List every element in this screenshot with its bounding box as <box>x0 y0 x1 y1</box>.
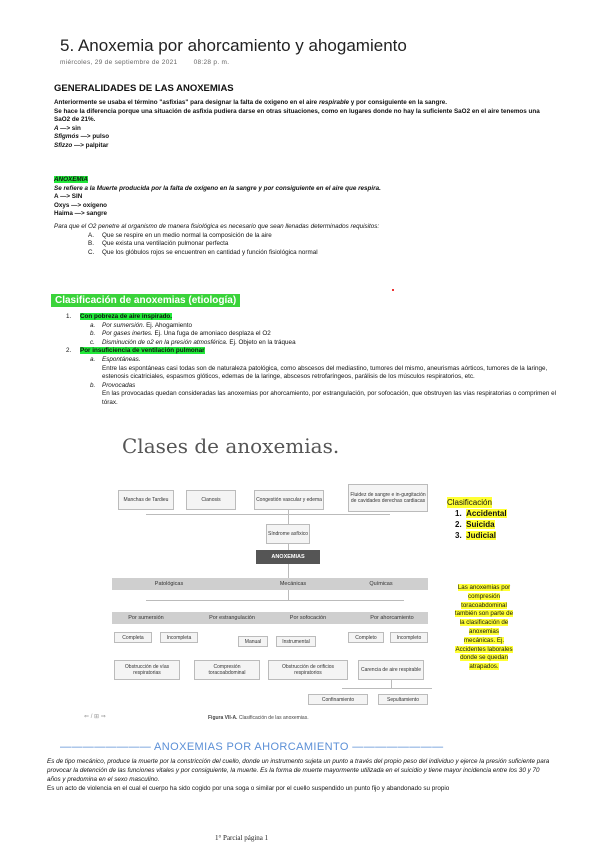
mech-node: Por estrangulación <box>209 615 255 621</box>
diagram-node: Manchas de Tardieu <box>118 490 174 510</box>
etym-a: A —> sin <box>54 124 81 132</box>
sub-node: Completa <box>114 632 152 643</box>
side-item: 2. Suicida <box>455 520 495 529</box>
sub-node: Completo <box>348 632 384 643</box>
connector <box>391 680 392 688</box>
type-node: Químicas <box>369 581 393 587</box>
section-heading-general: GENERALIDADES DE LAS ANOXEMIAS <box>54 83 234 94</box>
etym-oxys: Oxys —> oxígeno <box>54 201 108 209</box>
bottom-node: Obstrucción de vías respiratorias <box>114 660 180 680</box>
etym-a-sin: A —> SIN <box>54 193 83 201</box>
mech-node: Por ahorcamiento <box>370 615 414 621</box>
side-note: Las anoxemias por compresión toracoabdominal también son parte de la clasificación de anoxemias mecánicas. Ej. Accidentes laborales donde se quedan atrapados. <box>454 584 514 671</box>
side-list <box>447 508 519 541</box>
connector <box>342 688 432 689</box>
side-item: 3. Judicial <box>455 531 496 540</box>
clasif-item-2-subs <box>66 356 566 408</box>
clasif-item-1-subs <box>66 322 566 348</box>
ahorcamiento-p1: Es de tipo mecánico, produce la muerte por la constricción del cuello, donde un instrumento sujeta un punto a través del propio peso del individuo y ejerce la presión suficiente para provocar la detención de las funciones vitales y por consiguiente, la muerte. Es la forma de muerte mayormente utilizada en el suicidio y tiene mayor incidencia entre los 30 y 70 años y predomina en el sexo masculino. <box>47 758 550 783</box>
diagram-node: Cianosis <box>186 490 236 510</box>
requirements-list <box>54 232 554 258</box>
clasif-sub-item: a. Por sumersión. Ej. Ahogamiento <box>90 321 192 329</box>
page-meta <box>60 59 243 66</box>
red-dot-mark <box>392 289 394 291</box>
etym-sfigmos: Sfigmós —> pulso <box>54 133 110 141</box>
connector <box>146 600 404 601</box>
diagram-node: Fluidez de sangre e in-gurgitación de cavidades derechas cardiacas <box>348 484 428 512</box>
diagram-title: Clases de anoxemias. <box>122 434 340 458</box>
diagram-caption: Figura VII-A. Clasificación de las anoxemias. <box>208 715 309 721</box>
mech-node: Por sumersión <box>128 615 164 621</box>
bottom-node: Carencia de aire respirable <box>358 660 424 680</box>
bottom-node: Compresión toracoabdominal <box>194 660 260 680</box>
page-date: miércoles, 29 de septiembre de 2021 <box>60 59 178 66</box>
anoxemia-block <box>54 176 554 257</box>
side-clasificacion <box>447 497 519 541</box>
general-block <box>54 99 554 151</box>
page-time: 08:28 p. m. <box>193 59 230 66</box>
connector <box>288 510 289 524</box>
sub-node: Incompleto <box>390 632 428 643</box>
clasif-item-1: 1. Con pobreza de aire inspirado. <box>66 313 173 320</box>
ahorcamiento-block <box>47 757 552 793</box>
sub-node: Incompleta <box>160 632 198 643</box>
last-node: Sepultamiento <box>378 694 428 705</box>
clasif-sub-title: b. Provocadas <box>90 381 136 389</box>
last-node: Confinamiento <box>308 694 368 705</box>
side-item: 1. Accidental <box>455 509 507 518</box>
clasif-item-2: 2. Por insuficiencia de ventilación pulmonar <box>66 347 205 355</box>
clasif-sub-title: a. Espontáneas. <box>90 355 141 363</box>
diagram-node: Síndrome asfíxico <box>266 524 310 544</box>
anoxemia-definition: Se refiere a la Muerte producida por la falta de oxígeno en la sangre y por consiguiente en el aire que respira. <box>54 184 381 192</box>
diagram-center-node: ANOXEMIAS <box>256 550 320 564</box>
connector <box>288 564 289 578</box>
general-p1: Anteriormente se usaba el término "asfixias" para designar la falta de oxigeno en el aire respirable y por consiguiente en la sangre. <box>54 99 448 106</box>
diagram-node: Congestión vascular y edema <box>254 490 324 510</box>
ahorcamiento-p2: Es un acto de violencia en el cual el cuerpo ha sido cogido por una soga o similar por el cuello suspendido un punto fijo y abandonado su propio <box>47 785 450 792</box>
requirement-item: B. Que exista una ventilación pulmonar perfecta <box>88 240 229 248</box>
anoxemia-diagram <box>84 432 431 726</box>
mech-node: Por sofocación <box>289 615 327 621</box>
etym-sfizzo: Sfizzo —> palpitar <box>54 141 109 149</box>
section-heading-clasificacion: Clasificación de anoxemias (etiología) <box>51 294 240 307</box>
type-node: Mecánicas <box>279 581 307 587</box>
anoxemia-tag: ANOXEMIA <box>54 176 88 183</box>
etym-haima: Haima —> sangre <box>54 210 108 218</box>
connector <box>288 590 289 600</box>
sub-node: Manual <box>238 636 268 647</box>
requirement-item: A. Que se respire en un medio normal la composición de la aire <box>88 231 272 239</box>
requirements-intro: Para que el O2 penetre al organismo de manera fisiológica es necesario que sean llenadas determinados requisitos: <box>54 222 380 230</box>
clasif-sub-item: c. Disminución de o2 en la presión atmosférica. Ej. Objeto en la tráquea <box>90 338 296 346</box>
page-footer: 1° Parcial página 1 <box>215 834 269 842</box>
sub-node: Instrumental <box>276 636 316 647</box>
section-heading-ahorcamiento: ———————— ANOXEMIAS POR AHORCAMIENTO ———————— <box>60 741 444 753</box>
clasif-provocadas-text: En las provocadas quedan consideradas las anoxemias por ahorcamiento, por estrangulación, por sofocación, que obstruyen las vías respiratorias o comprimen el tórax. <box>102 390 556 406</box>
general-p2: Se hace la diferencia porque una situación de asfixia pudiera darse en otras situaciones, como en lugares donde no hay la suficiente SaO2 en el aire tenemos una SaO2 de 21%. <box>54 107 540 124</box>
connector <box>146 514 390 515</box>
side-title: Clasificación <box>447 498 492 507</box>
clasif-espontaneas-text: Entre las espontáneas casi todas son de naturaleza patológica, como abscesos del mediastino, tumores del mismo, aneurismas aórticos, tumores de la laringe, estenosis cicatriciales, espasmos glóticos, edemas de la laringe, abscesos retrofaríngeos, parálisis de los músculos respiratorios, etc. <box>102 364 548 381</box>
page-title: 5. Anoxemia por ahorcamiento y ahogamiento <box>60 36 407 55</box>
clasificacion-block <box>66 313 566 408</box>
requirement-item: C. Que los glóbulos rojos se encuentren en cantidad y función fisiológica normal <box>88 248 318 256</box>
clasif-sub-item: b. Por gases inertes. Ej. Una fuga de amoniaco desplaza el O2 <box>90 330 271 338</box>
type-node: Patológicas <box>154 581 184 587</box>
bottom-node: Obstrucción de orificios respiratorios <box>268 660 348 680</box>
diagram-nav-icons[interactable]: ⇐ / ⊞ ⇒ <box>84 714 106 720</box>
